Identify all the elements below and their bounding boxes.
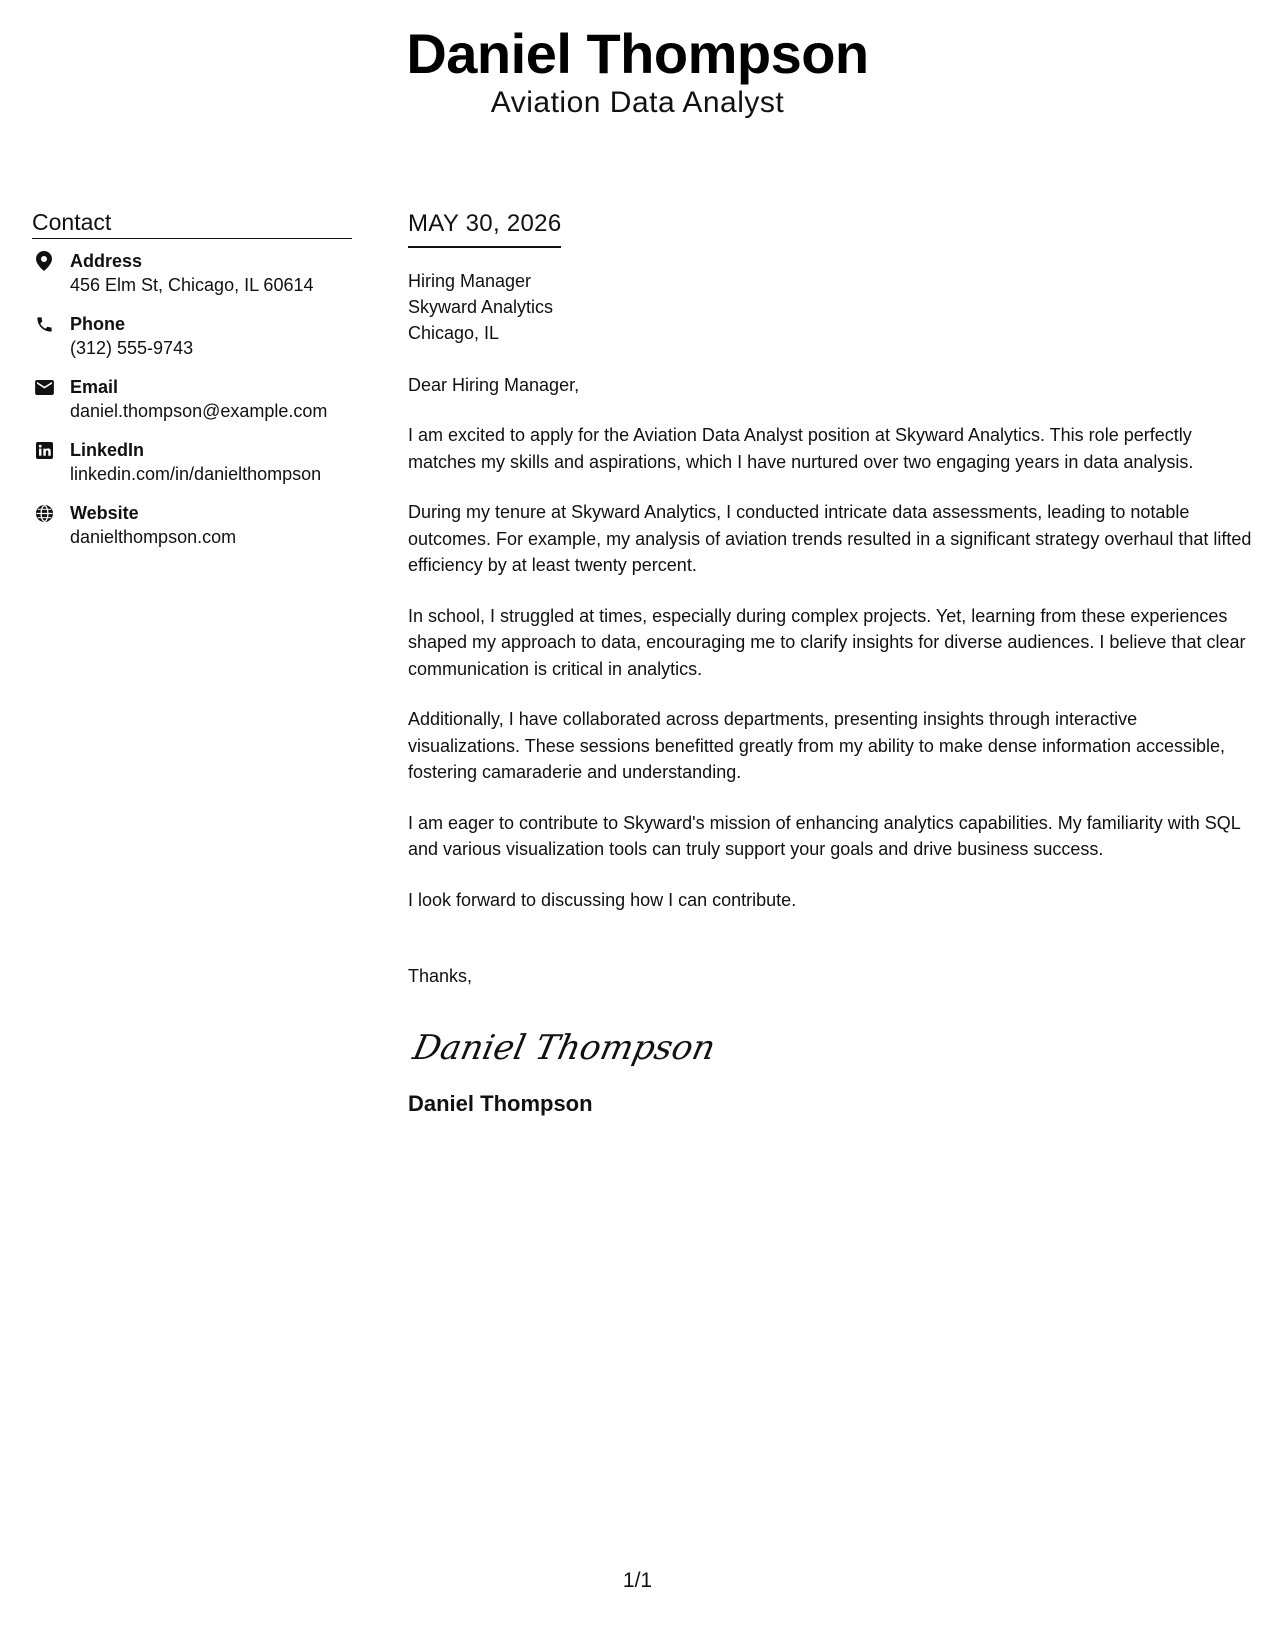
contact-list (32, 249, 352, 553)
body-paragraph: I look forward to discussing how I can contribute. (408, 889, 797, 910)
recipient-block (408, 268, 1253, 346)
contact-sidebar (32, 208, 352, 564)
map-pin-icon (34, 251, 54, 271)
linkedin-icon (34, 440, 54, 460)
phone-icon (34, 314, 54, 334)
contact-label-website: Website (70, 503, 139, 523)
body-paragraph: I am excited to apply for the Aviation Data Analyst position at Skyward Analytics. This role perfectly matches my skills and aspirations, which I have nurtured over two engaging years in data analysis. (408, 425, 1194, 472)
signature-glyphs: Daniel Thompson (409, 1028, 719, 1068)
contact-item-website (32, 501, 352, 553)
recipient-line: Hiring Manager (408, 271, 532, 291)
handwritten-signature (408, 1009, 1253, 1089)
body-paragraph: During my tenure at Skyward Analytics, I conducted intricate data assessments, leading to notable outcomes. For example, my analysis of aviation trends resulted in a significant strategy overhaul that lifted efficiency by at least twenty percent. (408, 502, 1252, 575)
body-paragraph: I am eager to contribute to Skyward's mission of enhancing analytics capabilities. My familiarity with SQL and various visualization tools can truly support your goals and drive business success. (408, 812, 1241, 859)
recipient-line: Chicago, IL (408, 323, 500, 343)
salutation: Dear Hiring Manager, (408, 375, 580, 395)
applicant-title: Aviation Data Analyst (490, 86, 785, 119)
contact-value-email[interactable]: daniel.thompson@example.com (70, 401, 328, 421)
letter-header (0, 22, 1275, 120)
email-icon (34, 377, 54, 397)
recipient-line: Skyward Analytics (408, 297, 554, 317)
contact-label-email: Email (70, 377, 119, 397)
body-paragraph: In school, I struggled at times, especially during complex projects. Yet, learning from these experiences shaped my approach to data, encouraging me to clarify insights for diverse audiences. I believe that clear communication is critical in analytics. (408, 605, 1246, 679)
contact-item-phone (32, 312, 352, 364)
contact-value-address: 456 Elm St, Chicago, IL 60614 (70, 275, 314, 295)
letter-body (408, 208, 1253, 1119)
applicant-name: Daniel Thompson (406, 22, 869, 85)
page-number: 1/1 (622, 1569, 653, 1592)
body-paragraph: Additionally, I have collaborated across departments, presenting insights through interactive visualizations. These sessions benefitted greatly from my ability to make dense information accessible, fostering camaraderie and understanding. (408, 709, 1226, 782)
contact-item-email (32, 375, 352, 427)
contact-label-linkedin: LinkedIn (70, 440, 145, 460)
signer-name: Daniel Thompson (408, 1091, 593, 1116)
contact-value-linkedin[interactable]: linkedin.com/in/danielthompson (70, 464, 322, 484)
contact-label-phone: Phone (70, 314, 126, 334)
contact-value-phone: (312) 555-9743 (70, 338, 194, 358)
contact-item-linkedin (32, 438, 352, 490)
letter-date: MAY 30, 2026 (408, 208, 561, 248)
contact-value-website[interactable]: danielthompson.com (70, 527, 237, 547)
globe-icon (34, 503, 54, 523)
closing: Thanks, (408, 966, 473, 986)
contact-label-address: Address (70, 251, 143, 271)
contact-item-address (32, 249, 352, 301)
contact-heading: Contact (32, 208, 352, 239)
